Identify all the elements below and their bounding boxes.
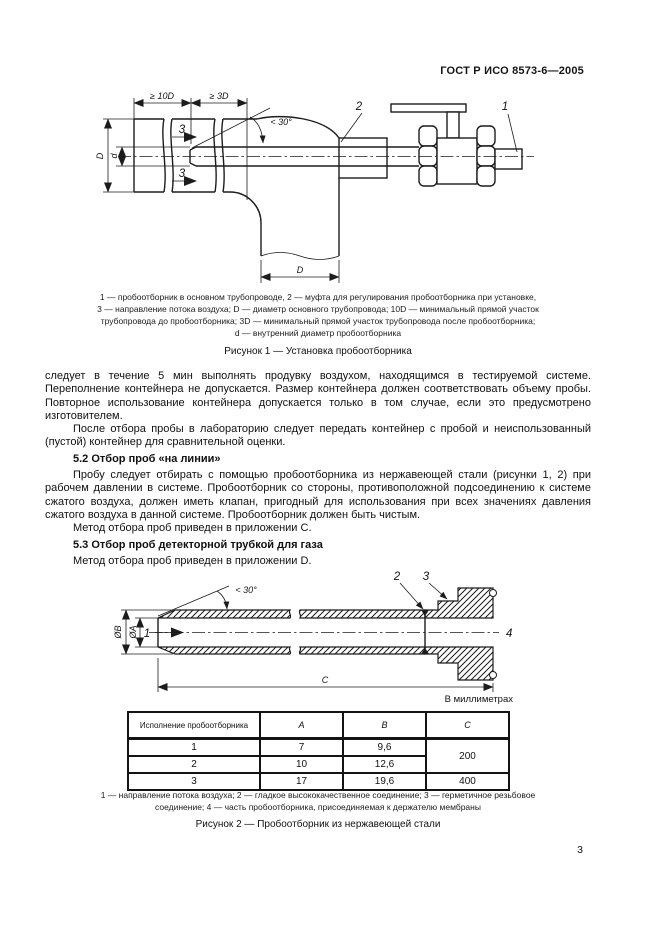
dim-label-bottom-diameter: D: [296, 265, 304, 275]
flow-direction-upper: [172, 124, 196, 137]
table-cell: 9,6: [343, 739, 426, 757]
fitting-notch-top: [490, 590, 497, 597]
table-cell: 3: [128, 773, 260, 790]
table-cell: 19,6: [343, 773, 426, 790]
angle-label: < 30°: [270, 117, 292, 127]
flow-label: 1: [143, 628, 151, 640]
paragraph-container-purge: следует в течение 5 мин выполнять продувку воздухом, находящимся в тестируемой системе. Переполнение контейнера не допускается. Размер контейнера должен соответствовать объему пробы. Повторное использование контейнера допускается только в том случае, если это предусмотрено изготовителем.: [45, 370, 591, 422]
figure2-legend: [45, 789, 591, 813]
table-row: [128, 739, 509, 757]
callout-part-1: [502, 101, 517, 152]
section-heading-5-2: 5.2 Отбор проб «на линии»: [73, 452, 221, 465]
flow-direction: [144, 628, 183, 640]
dim-label-length: C: [321, 675, 329, 685]
figure1-legend-line: трубопровода до пробоотборника; 3D — минимальный прямой участок трубопровода после пробоотборника;: [100, 316, 536, 326]
dim-label-10d: ≥ 10D: [150, 91, 174, 101]
part-2-label: 2: [355, 101, 363, 113]
table-header-c: C: [426, 712, 509, 739]
valve-hex-nut-left: [419, 126, 437, 186]
dimension-bottom: [261, 260, 339, 283]
part-1-label: 1: [501, 101, 509, 113]
figure2-drawing: [105, 566, 565, 711]
part-4-label: 4: [506, 628, 513, 640]
callout-part-3: [423, 571, 447, 599]
dim-label-3d: ≥ 3D: [209, 91, 229, 101]
figure2-caption: Рисунок 2 — Пробоотборник из нержавеющей стали: [195, 819, 441, 830]
flow-label-lower: 3: [178, 168, 186, 180]
figure1-legend-line: 3 — направление потока воздуха; D — диаметр основного трубопровода; 10D — минимальный прямой участок: [97, 304, 539, 314]
figure2-legend-line: 1 — направление потока воздуха; 2 — гладкое высококачественное соединение; 3 — герметичное резьбовое: [100, 790, 536, 800]
table-cell: 2: [128, 756, 260, 773]
valve-hex-nut-right: [477, 126, 495, 186]
paragraph-annex-c: Метод отбора проб приведен в приложении C.: [73, 522, 312, 535]
figure1-legend: [45, 291, 591, 339]
page-number: 3: [577, 844, 583, 856]
dim-label-inner-diameter: ØA: [128, 625, 138, 639]
paragraph-online-sampling: Пробу следует отбирать с помощью пробоотборника из нержавеющей стали (рисунки 1, 2) при рабочем давлении в системе. Пробоотборник со стороны, противоположной подсоединению к системе сжатого воздуха, должен иметь клапан, пригодный для использования при всех значениях давления сжатого воздуха в данной системе. Пробоотборник должен быть чистым.: [45, 469, 591, 521]
figure1-drawing: [78, 86, 578, 291]
table-cell: 12,6: [343, 756, 426, 773]
figure1-legend-line: d — внутренний диаметр пробоотборника: [234, 328, 402, 338]
sampler-tube: [158, 610, 425, 654]
valve-handle: [391, 104, 466, 112]
angle-label: < 30°: [235, 585, 257, 595]
page-header-title: ГОСТ Р ИСО 8573-6—2005: [440, 65, 584, 77]
table-cell-merged-c: 200: [426, 739, 509, 774]
table-header-design: Исполнение пробоотборника: [128, 712, 260, 739]
outlet-fitting: [230, 117, 387, 260]
angle-annotation: [192, 108, 292, 148]
end-fitting: [421, 588, 497, 680]
flow-label-upper: 3: [178, 124, 186, 136]
coupling-block: [339, 138, 387, 178]
figure1-legend-line: 1 — пробоотборник в основном трубопроводе, 2 — муфта для регулирования пробоотборника при установке,: [99, 292, 537, 302]
figure1-caption: Рисунок 1 — Установка пробоотборника: [224, 346, 412, 357]
dim-label-outer-diameter: ØB: [113, 625, 123, 639]
dimension-top: [134, 91, 247, 200]
valve-assembly: [391, 104, 522, 186]
dim-label-main-diameter: D: [95, 152, 105, 160]
table-cell: 7: [260, 739, 343, 757]
table-header-row: [128, 712, 509, 739]
table-row: [128, 773, 509, 790]
dim-label-probe-diameter: d: [109, 153, 119, 159]
figure2-legend-line: соединение; 4 — часть пробоотборника, присоединяемая к держателю мембраны: [155, 802, 481, 812]
flow-direction-lower: [172, 168, 196, 181]
paragraph-annex-d: Метод отбора проб приведен в приложении D.: [73, 554, 312, 567]
table-header-a: A: [260, 712, 343, 739]
body-text: [45, 370, 591, 568]
table-cell: 400: [426, 773, 509, 790]
part-3-label: 3: [422, 571, 430, 583]
units-note: В миллиметрах: [444, 694, 513, 705]
samplers-table: [127, 711, 510, 791]
table-cell: 10: [260, 756, 343, 773]
part-2-label: 2: [393, 571, 401, 583]
table-cell: 1: [128, 739, 260, 757]
table-header-b: B: [343, 712, 426, 739]
table-cell: 17: [260, 773, 343, 790]
paragraph-lab-container: После отбора пробы в лабораторию следует передать контейнер с пробой и неиспользованный (пустой) контейнер для сравнительной оценки.: [45, 423, 591, 449]
valve-body: [437, 138, 477, 184]
valve-stem: [447, 112, 459, 138]
fitting-notch-bottom: [490, 672, 497, 679]
callout-part-2: [341, 101, 363, 142]
callout-part-2: [393, 571, 423, 609]
valve-outlet-stub: [495, 149, 522, 169]
section-heading-5-3: 5.3 Отбор проб детекторной трубкой для газа: [73, 538, 323, 551]
